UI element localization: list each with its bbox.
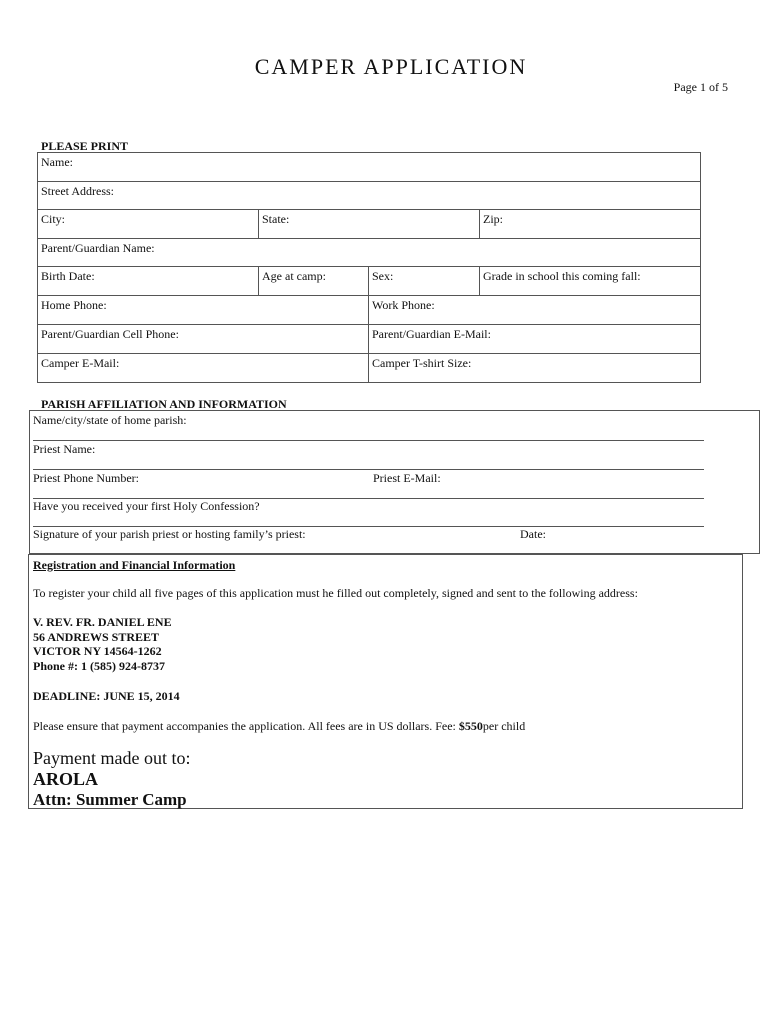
registration-heading: Registration and Financial Information (33, 558, 236, 572)
confession-question[interactable]: Have you received your first Holy Confession? (33, 499, 260, 513)
address-line: 56 ANDREWS STREET (33, 629, 160, 644)
payment-note (33, 719, 525, 734)
sex-field[interactable]: Sex: (372, 269, 394, 283)
age-at-camp-field[interactable]: Age at camp: (262, 269, 326, 283)
camper-email-field[interactable]: Camper E-Mail: (41, 356, 120, 370)
deadline: DEADLINE: JUNE 15, 2014 (33, 689, 180, 703)
work-phone-field[interactable]: Work Phone: (372, 298, 435, 312)
street-address-field[interactable]: Street Address: (41, 184, 114, 198)
payable-label: Payment made out to: (33, 748, 191, 768)
name-field[interactable]: Name: (41, 155, 73, 169)
signature-date-field[interactable]: Date: (520, 527, 546, 541)
zip-field[interactable]: Zip: (483, 212, 503, 226)
priest-phone-field[interactable]: Priest Phone Number: (33, 471, 139, 485)
address-line: V. REV. FR. DANIEL ENE (33, 615, 172, 629)
guardian-name-field[interactable]: Parent/Guardian Name: (41, 241, 155, 255)
parish-heading: PARISH AFFILIATION AND INFORMATION (41, 397, 287, 411)
priest-email-field[interactable]: Priest E-Mail: (373, 471, 441, 485)
guardian-email-field[interactable]: Parent/Guardian E-Mail: (372, 327, 491, 341)
grade-field[interactable]: Grade in school this coming fall: (483, 269, 641, 283)
birth-date-field[interactable]: Birth Date: (41, 269, 95, 283)
payee-name: AROLA (33, 769, 99, 789)
please-print-heading: PLEASE PRINT (41, 139, 129, 153)
home-phone-field[interactable]: Home Phone: (41, 298, 107, 312)
payment-note-text: Please ensure that payment accompanies the application. All fees are in US dollars. Fee: (33, 719, 459, 733)
address-phone: Phone #: 1 (585) 924-8737 (33, 658, 165, 673)
page-number: Page 1 of 5 (673, 80, 728, 94)
priest-signature-field[interactable]: Signature of your parish priest or hosting family’s priest: (33, 527, 306, 541)
guardian-cell-field[interactable]: Parent/Guardian Cell Phone: (41, 327, 179, 341)
tshirt-size-field[interactable]: Camper T-shirt Size: (372, 356, 472, 370)
state-field[interactable]: State: (262, 212, 290, 226)
fee-amount: $550 (458, 719, 483, 733)
mailing-address (33, 615, 172, 673)
page-title: CAMPER APPLICATION (254, 54, 528, 79)
registration-instructions: To register your child all five pages of this application must he filled out completely, signed and sent to the following address: (33, 586, 638, 600)
payment-note-suffix: per child (482, 719, 526, 733)
payee-attn: Attn: Summer Camp (33, 790, 187, 809)
home-parish-field[interactable]: Name/city/state of home parish: (33, 413, 187, 427)
city-field[interactable]: City: (41, 212, 66, 226)
priest-name-field[interactable]: Priest Name: (33, 442, 96, 456)
address-line: VICTOR NY 14564-1262 (33, 644, 162, 658)
